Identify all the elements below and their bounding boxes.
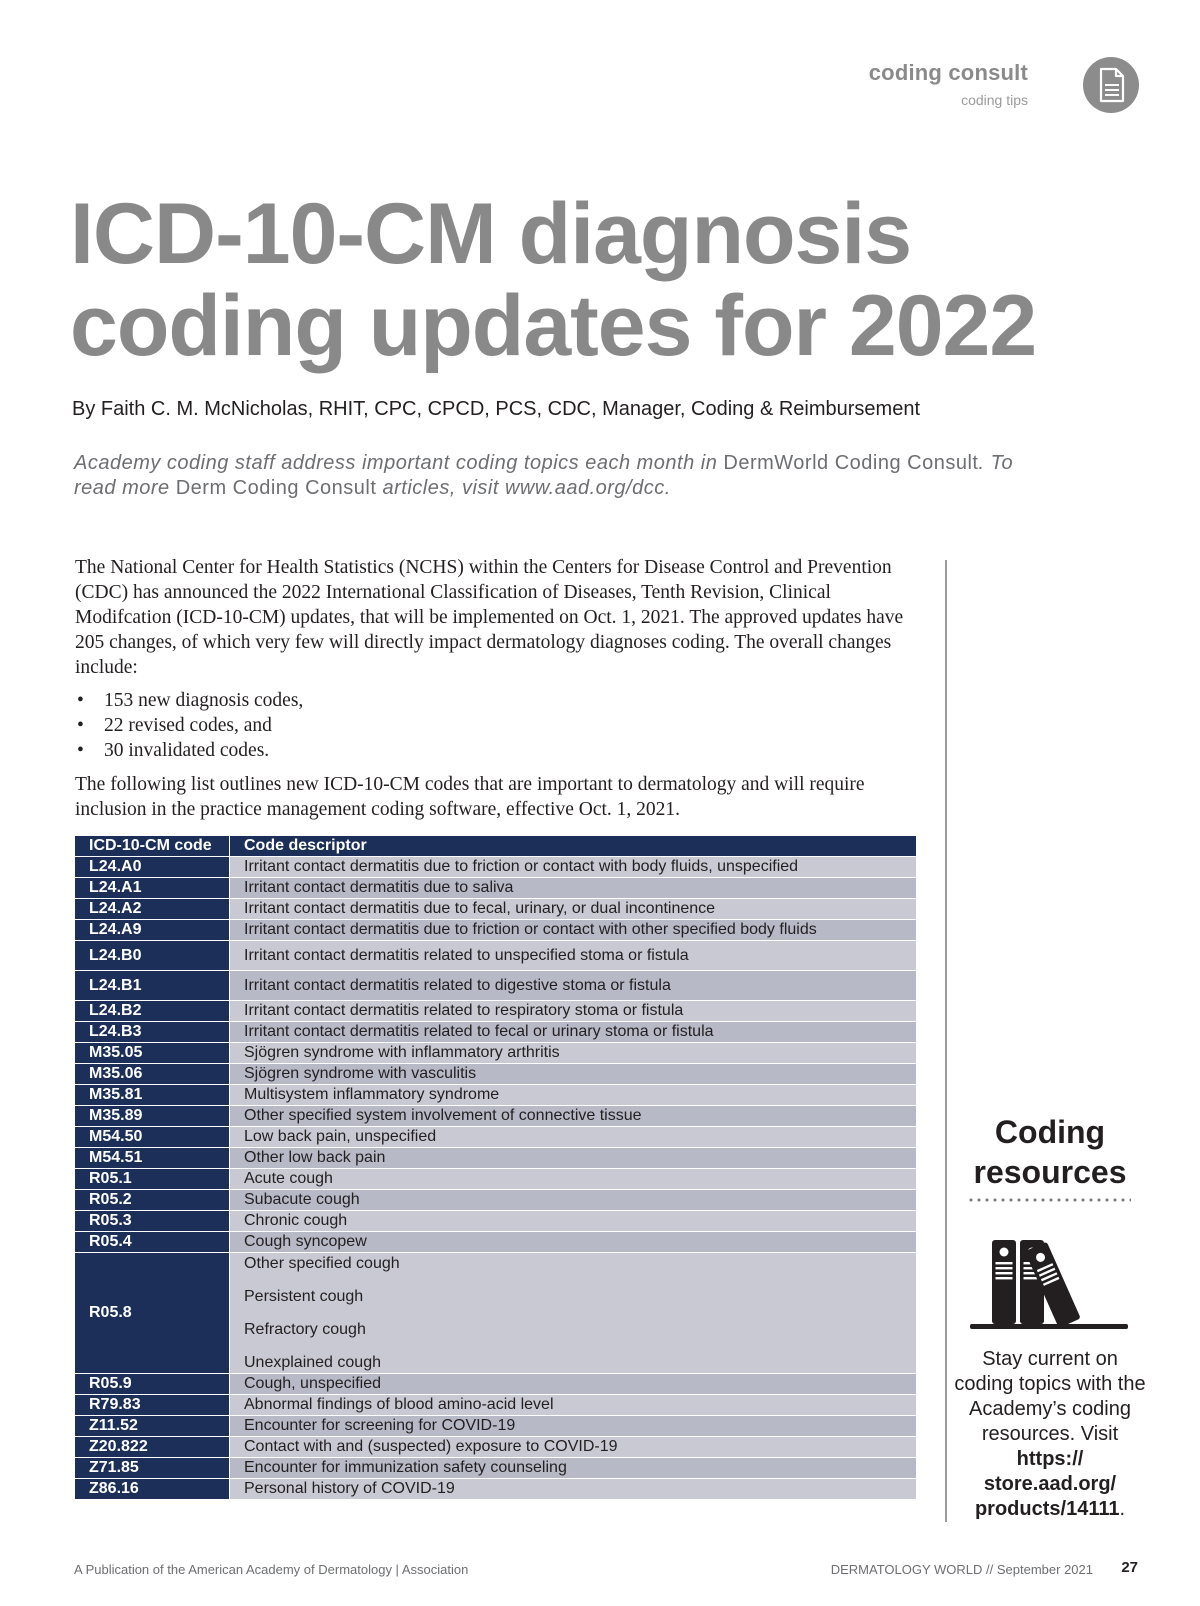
table-row — [75, 1127, 916, 1148]
page-number: 27 — [1121, 1559, 1138, 1576]
descriptor-cell: Irritant contact dermatitis related to fecal or urinary stoma or fistula — [230, 1022, 917, 1043]
code-cell: L24.A2 — [75, 899, 230, 920]
list-item: • 22 revised codes, and — [75, 713, 920, 738]
code-cell: R05.9 — [75, 1374, 230, 1395]
code-cell: R05.1 — [75, 1169, 230, 1190]
table-row — [75, 971, 916, 1001]
descriptor-cell: Multisystem inflammatory syndrome — [230, 1085, 917, 1106]
table-row — [75, 941, 916, 971]
descriptor-cell: Acute cough — [230, 1169, 917, 1190]
table-row — [75, 1395, 916, 1416]
column-header-code: ICD-10-CM code — [75, 836, 230, 857]
descriptor-cell: Irritant contact dermatitis due to saliva — [230, 878, 917, 899]
document-icon — [1083, 57, 1139, 113]
code-cell: R05.2 — [75, 1190, 230, 1211]
code-cell: M35.89 — [75, 1106, 230, 1127]
descriptor-cell: Cough syncopew — [230, 1232, 917, 1253]
descriptor-cell: Contact with and (suspected) exposure to COVID-19 — [230, 1437, 917, 1458]
intro-part: Academy coding staff address important coding topics each month in — [74, 452, 724, 474]
column-header-descriptor: Code descriptor — [230, 836, 917, 857]
intro-publication: Derm Coding Consult — [175, 477, 377, 499]
code-cell: Z71.85 — [75, 1458, 230, 1479]
table-row — [75, 899, 916, 920]
code-cell: R05.3 — [75, 1211, 230, 1232]
code-cell: M35.81 — [75, 1085, 230, 1106]
code-cell: R05.4 — [75, 1232, 230, 1253]
table-row — [75, 1169, 916, 1190]
descriptor-cell: Irritant contact dermatitis due to friction or contact with other specified body fluids — [230, 920, 917, 941]
code-cell: L24.B2 — [75, 1001, 230, 1022]
intro-publication: DermWorld Coding Consult — [723, 452, 979, 474]
table-row — [75, 1148, 916, 1169]
table-row — [75, 1001, 916, 1022]
section-title: coding consult — [868, 60, 1028, 85]
code-cell: L24.A1 — [75, 878, 230, 899]
code-cell: L24.B0 — [75, 941, 230, 971]
descriptor-cell: Encounter for screening for COVID-19 — [230, 1416, 917, 1437]
table-row — [75, 1416, 916, 1437]
sidebar-title — [950, 1112, 1150, 1192]
body-paragraph: The National Center for Health Statistics (NCHS) within the Centers for Disease Control and Prevention (CDC) has announced the 2022 International Classification of Diseases, Tenth Revision, Clinical Modifcation (ICD-10-CM) updates, that will be implemented on Oct. 1, 2021. The approved updates have 205 changes, of which very few will directly impact dermatology diagnoses coding. The overall changes include: — [75, 557, 904, 678]
codes-table — [75, 836, 916, 1500]
descriptor-line: Unexplained cough — [244, 1354, 381, 1371]
body-paragraph: The following list outlines new ICD-10-CM codes that are important to dermatology and will require inclusion in the practice management coding software, effective Oct. 1, 2021. — [75, 774, 865, 820]
footer-publication: A Publication of the American Academy of Dermatology | Association — [74, 1562, 469, 1577]
table-row — [75, 1211, 916, 1232]
article-body — [75, 555, 920, 822]
table-row — [75, 1458, 916, 1479]
table-row — [75, 1190, 916, 1211]
code-cell: R79.83 — [75, 1395, 230, 1416]
descriptor-cell: Abnormal findings of blood amino-acid level — [230, 1395, 917, 1416]
descriptor-line: Persistent cough — [244, 1288, 364, 1305]
descriptor-cell: Encounter for immunization safety counseling — [230, 1458, 917, 1479]
code-cell: L24.B1 — [75, 971, 230, 1001]
descriptor-cell: Cough, unspecified — [230, 1374, 917, 1395]
list-item: • 153 new diagnosis codes, — [75, 688, 920, 713]
table-row — [75, 878, 916, 899]
table-row — [75, 1374, 916, 1395]
code-cell: M54.51 — [75, 1148, 230, 1169]
sidebar-title-line: Coding — [994, 1114, 1106, 1150]
code-cell: L24.A0 — [75, 857, 230, 878]
code-cell: Z20.822 — [75, 1437, 230, 1458]
table-row — [75, 1253, 916, 1374]
section-subtitle: coding tips — [961, 92, 1028, 108]
table-row — [75, 1043, 916, 1064]
descriptor-line: Other specified cough — [244, 1255, 400, 1272]
change-list — [75, 688, 920, 763]
descriptor-cell: Personal history of COVID-19 — [230, 1479, 917, 1500]
descriptor-cell — [230, 1253, 917, 1374]
sidebar-text — [950, 1347, 1150, 1522]
descriptor-cell: Other specified system involvement of connective tissue — [230, 1106, 917, 1127]
table-row — [75, 1022, 916, 1043]
table-row — [75, 1232, 916, 1253]
descriptor-cell: Irritant contact dermatitis related to respiratory stoma or fistula — [230, 1001, 917, 1022]
store-link[interactable]: https:// store.aad.org/ products/14111 — [974, 1448, 1120, 1520]
code-cell: L24.B3 — [75, 1022, 230, 1043]
descriptor-cell: Chronic cough — [230, 1211, 917, 1232]
descriptor-cell: Irritant contact dermatitis due to fecal, urinary, or dual incontinence — [230, 899, 917, 920]
table-row — [75, 1064, 916, 1085]
headline-line-2: coding updates for 2022 — [70, 278, 1037, 374]
headline — [70, 188, 1150, 372]
descriptor-cell: Irritant contact dermatitis related to unspecified stoma or fistula — [230, 941, 917, 971]
headline-line-1: ICD-10-CM diagnosis — [70, 186, 912, 282]
descriptor-cell: Irritant contact dermatitis due to friction or contact with body fluids, unspecified — [230, 857, 917, 878]
table-row — [75, 1085, 916, 1106]
descriptor-line: Refractory cough — [244, 1321, 366, 1338]
table-row — [75, 920, 916, 941]
descriptor-cell: Low back pain, unspecified — [230, 1127, 917, 1148]
sidebar-copy: Stay current on coding topics with the Academy’s coding resources. Visit — [954, 1348, 1146, 1445]
code-cell: M35.06 — [75, 1064, 230, 1085]
sidebar-trail: . — [1119, 1498, 1126, 1520]
footer-issue: DERMATOLOGY WORLD // September 2021 — [830, 1562, 1093, 1577]
list-item: • 30 invalidated codes. — [75, 738, 920, 763]
descriptor-cell: Sjögren syndrome with vasculitis — [230, 1064, 917, 1085]
descriptor-cell: Irritant contact dermatitis related to digestive stoma or fistula — [230, 971, 917, 1001]
code-cell: Z86.16 — [75, 1479, 230, 1500]
descriptor-cell: Subacute cough — [230, 1190, 917, 1211]
descriptor-cell: Sjögren syndrome with inflammatory arthritis — [230, 1043, 917, 1064]
books-icon — [968, 1228, 1130, 1339]
code-cell: R05.8 — [75, 1253, 230, 1374]
intro-part: articles, visit www.aad.org/dcc. — [376, 477, 671, 499]
dotted-divider — [967, 1198, 1131, 1202]
code-cell: Z11.52 — [75, 1416, 230, 1437]
descriptor-cell: Other low back pain — [230, 1148, 917, 1169]
table-row — [75, 1106, 916, 1127]
intro-part: . To read more — [74, 452, 1014, 499]
column-divider — [945, 560, 947, 1522]
byline: By Faith C. M. McNicholas, RHIT, CPC, CPCD, PCS, CDC, Manager, Coding & Reimbursement — [72, 398, 921, 420]
table-header-row — [75, 836, 916, 857]
sidebar-title-line: resources — [973, 1154, 1127, 1190]
table-row — [75, 857, 916, 878]
code-cell: L24.A9 — [75, 920, 230, 941]
table-row — [75, 1437, 916, 1458]
table-row — [75, 1479, 916, 1500]
code-cell: M54.50 — [75, 1127, 230, 1148]
intro-text — [74, 451, 1014, 501]
code-cell: M35.05 — [75, 1043, 230, 1064]
